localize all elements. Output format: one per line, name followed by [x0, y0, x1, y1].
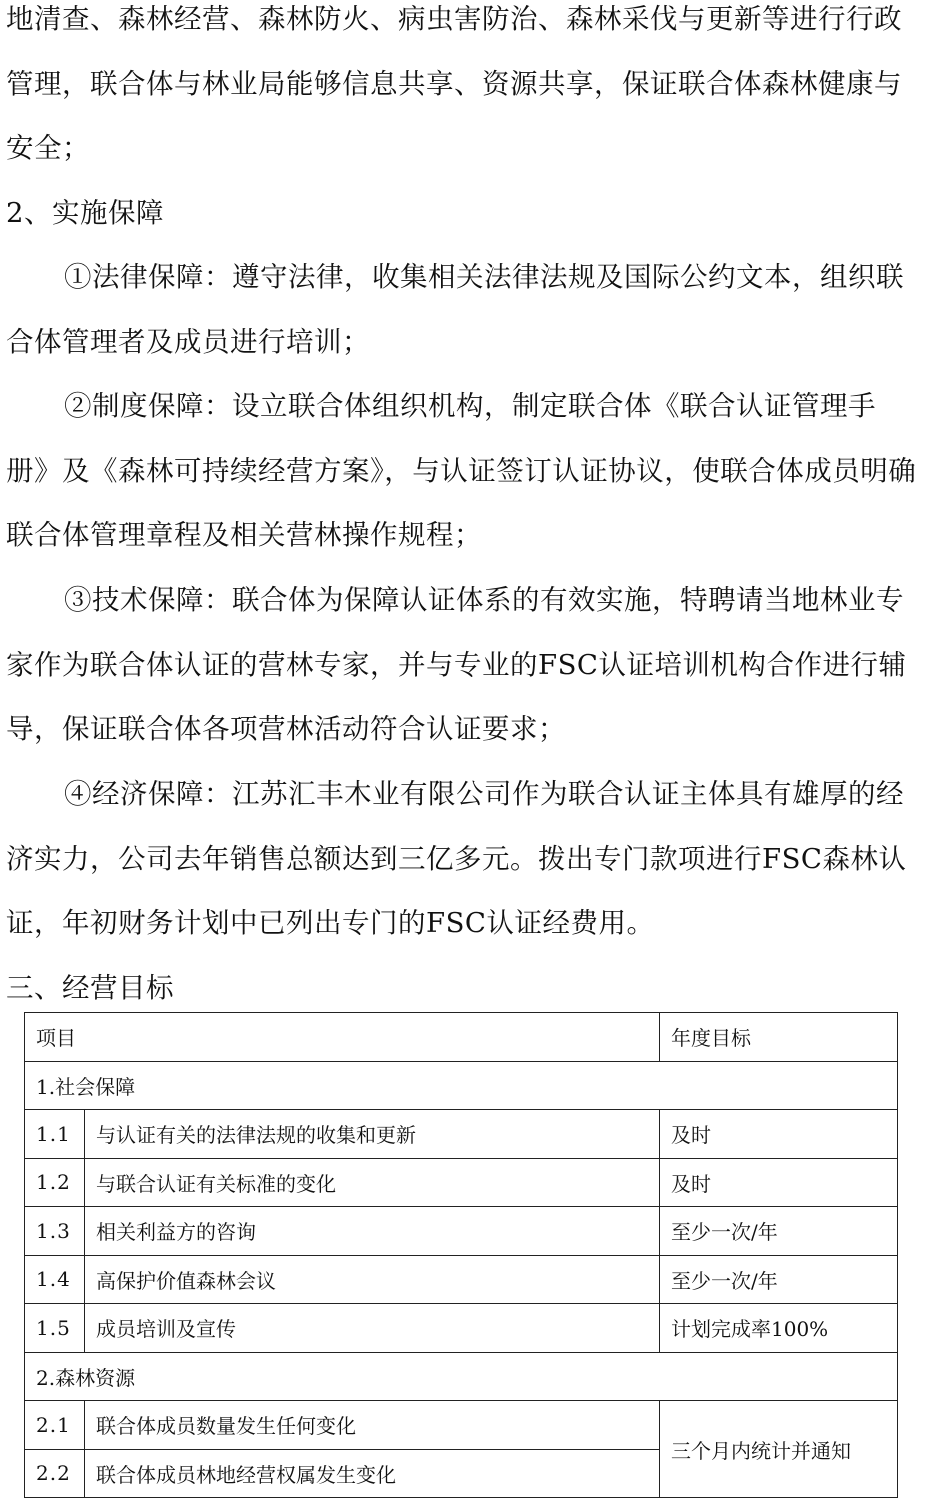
- row-item-cell: 联合体成员数量发生任何变化: [85, 1401, 660, 1450]
- table-row: [25, 1158, 898, 1207]
- row-number-cell: 1.5: [25, 1304, 85, 1353]
- section-title-cell: 2.森林资源: [25, 1352, 898, 1401]
- table-row: [25, 1304, 898, 1353]
- row-target-cell: 至少一次/年: [660, 1207, 898, 1256]
- row-item-cell: 成员培训及宣传: [85, 1304, 660, 1353]
- row-target-cell: 计划完成率100%: [660, 1304, 898, 1353]
- row-number-cell: 1.2: [25, 1158, 85, 1207]
- row-number-cell: 1.1: [25, 1110, 85, 1159]
- table-row: [25, 1255, 898, 1304]
- paragraph-administration: 地清查、森林经营、森林防火、病虫害防治、森林采伐与更新等进行行政管理，联合体与林业局能够信息共享、资源共享，保证联合体森林健康与安全；: [6, 3, 902, 165]
- row-number-cell: 1.3: [25, 1207, 85, 1256]
- row-item-cell: 与联合认证有关标准的变化: [85, 1158, 660, 1207]
- heading-implementation-guarantee: 2、实施保障: [6, 197, 164, 229]
- section-title-cell: 1.社会保障: [25, 1061, 898, 1110]
- row-item-cell: 相关利益方的咨询: [85, 1207, 660, 1256]
- row-target-cell: 及时: [660, 1110, 898, 1159]
- header-item-cell: 项目: [25, 1013, 660, 1062]
- row-number-cell: 1.4: [25, 1255, 85, 1304]
- row-item-cell: 与认证有关的法律法规的收集和更新: [85, 1110, 660, 1159]
- merged-target-cell: 三个月内统计并通知: [660, 1401, 898, 1498]
- row-item-cell: 联合体成员林地经营权属发生变化: [85, 1449, 660, 1498]
- row-target-cell: 至少一次/年: [660, 1255, 898, 1304]
- section-row-social: [25, 1061, 898, 1110]
- table-row: [25, 1110, 898, 1159]
- table-header-row: [25, 1013, 898, 1062]
- row-number-cell: 2.2: [25, 1449, 85, 1498]
- header-target-cell: 年度目标: [660, 1013, 898, 1062]
- paragraph-system-guarantee: ②制度保障：设立联合体组织机构，制定联合体《联合认证管理手册》及《森林可持续经营方案》，与认证签订认证协议，使联合体成员明确联合体管理章程及相关营林操作规程；: [6, 390, 917, 552]
- section-row-forest: [25, 1352, 898, 1401]
- paragraph-economic-guarantee: ④经济保障：江苏汇丰木业有限公司作为联合认证主体具有雄厚的经济实力，公司去年销售总额达到三亿多元。拨出专门款项进行FSC森林认证，年初财务计划中已列出专门的FSC认证经费用。: [6, 778, 907, 940]
- heading-management-objectives: 三、经营目标: [6, 972, 174, 1004]
- row-target-cell: 及时: [660, 1158, 898, 1207]
- table-row: [25, 1207, 898, 1256]
- table-row: [25, 1401, 898, 1450]
- objectives-table: [24, 1012, 898, 1498]
- row-item-cell: 高保护价值森林会议: [85, 1255, 660, 1304]
- paragraph-legal-guarantee: ①法律保障：遵守法律，收集相关法律法规及国际公约文本，组织联合体管理者及成员进行培训；: [6, 261, 904, 358]
- row-number-cell: 2.1: [25, 1401, 85, 1450]
- paragraph-technical-guarantee: ③技术保障：联合体为保障认证体系的有效实施，特聘请当地林业专家作为联合体认证的营林专家，并与专业的FSC认证培训机构合作进行辅导，保证联合体各项营林活动符合认证要求；: [6, 584, 907, 746]
